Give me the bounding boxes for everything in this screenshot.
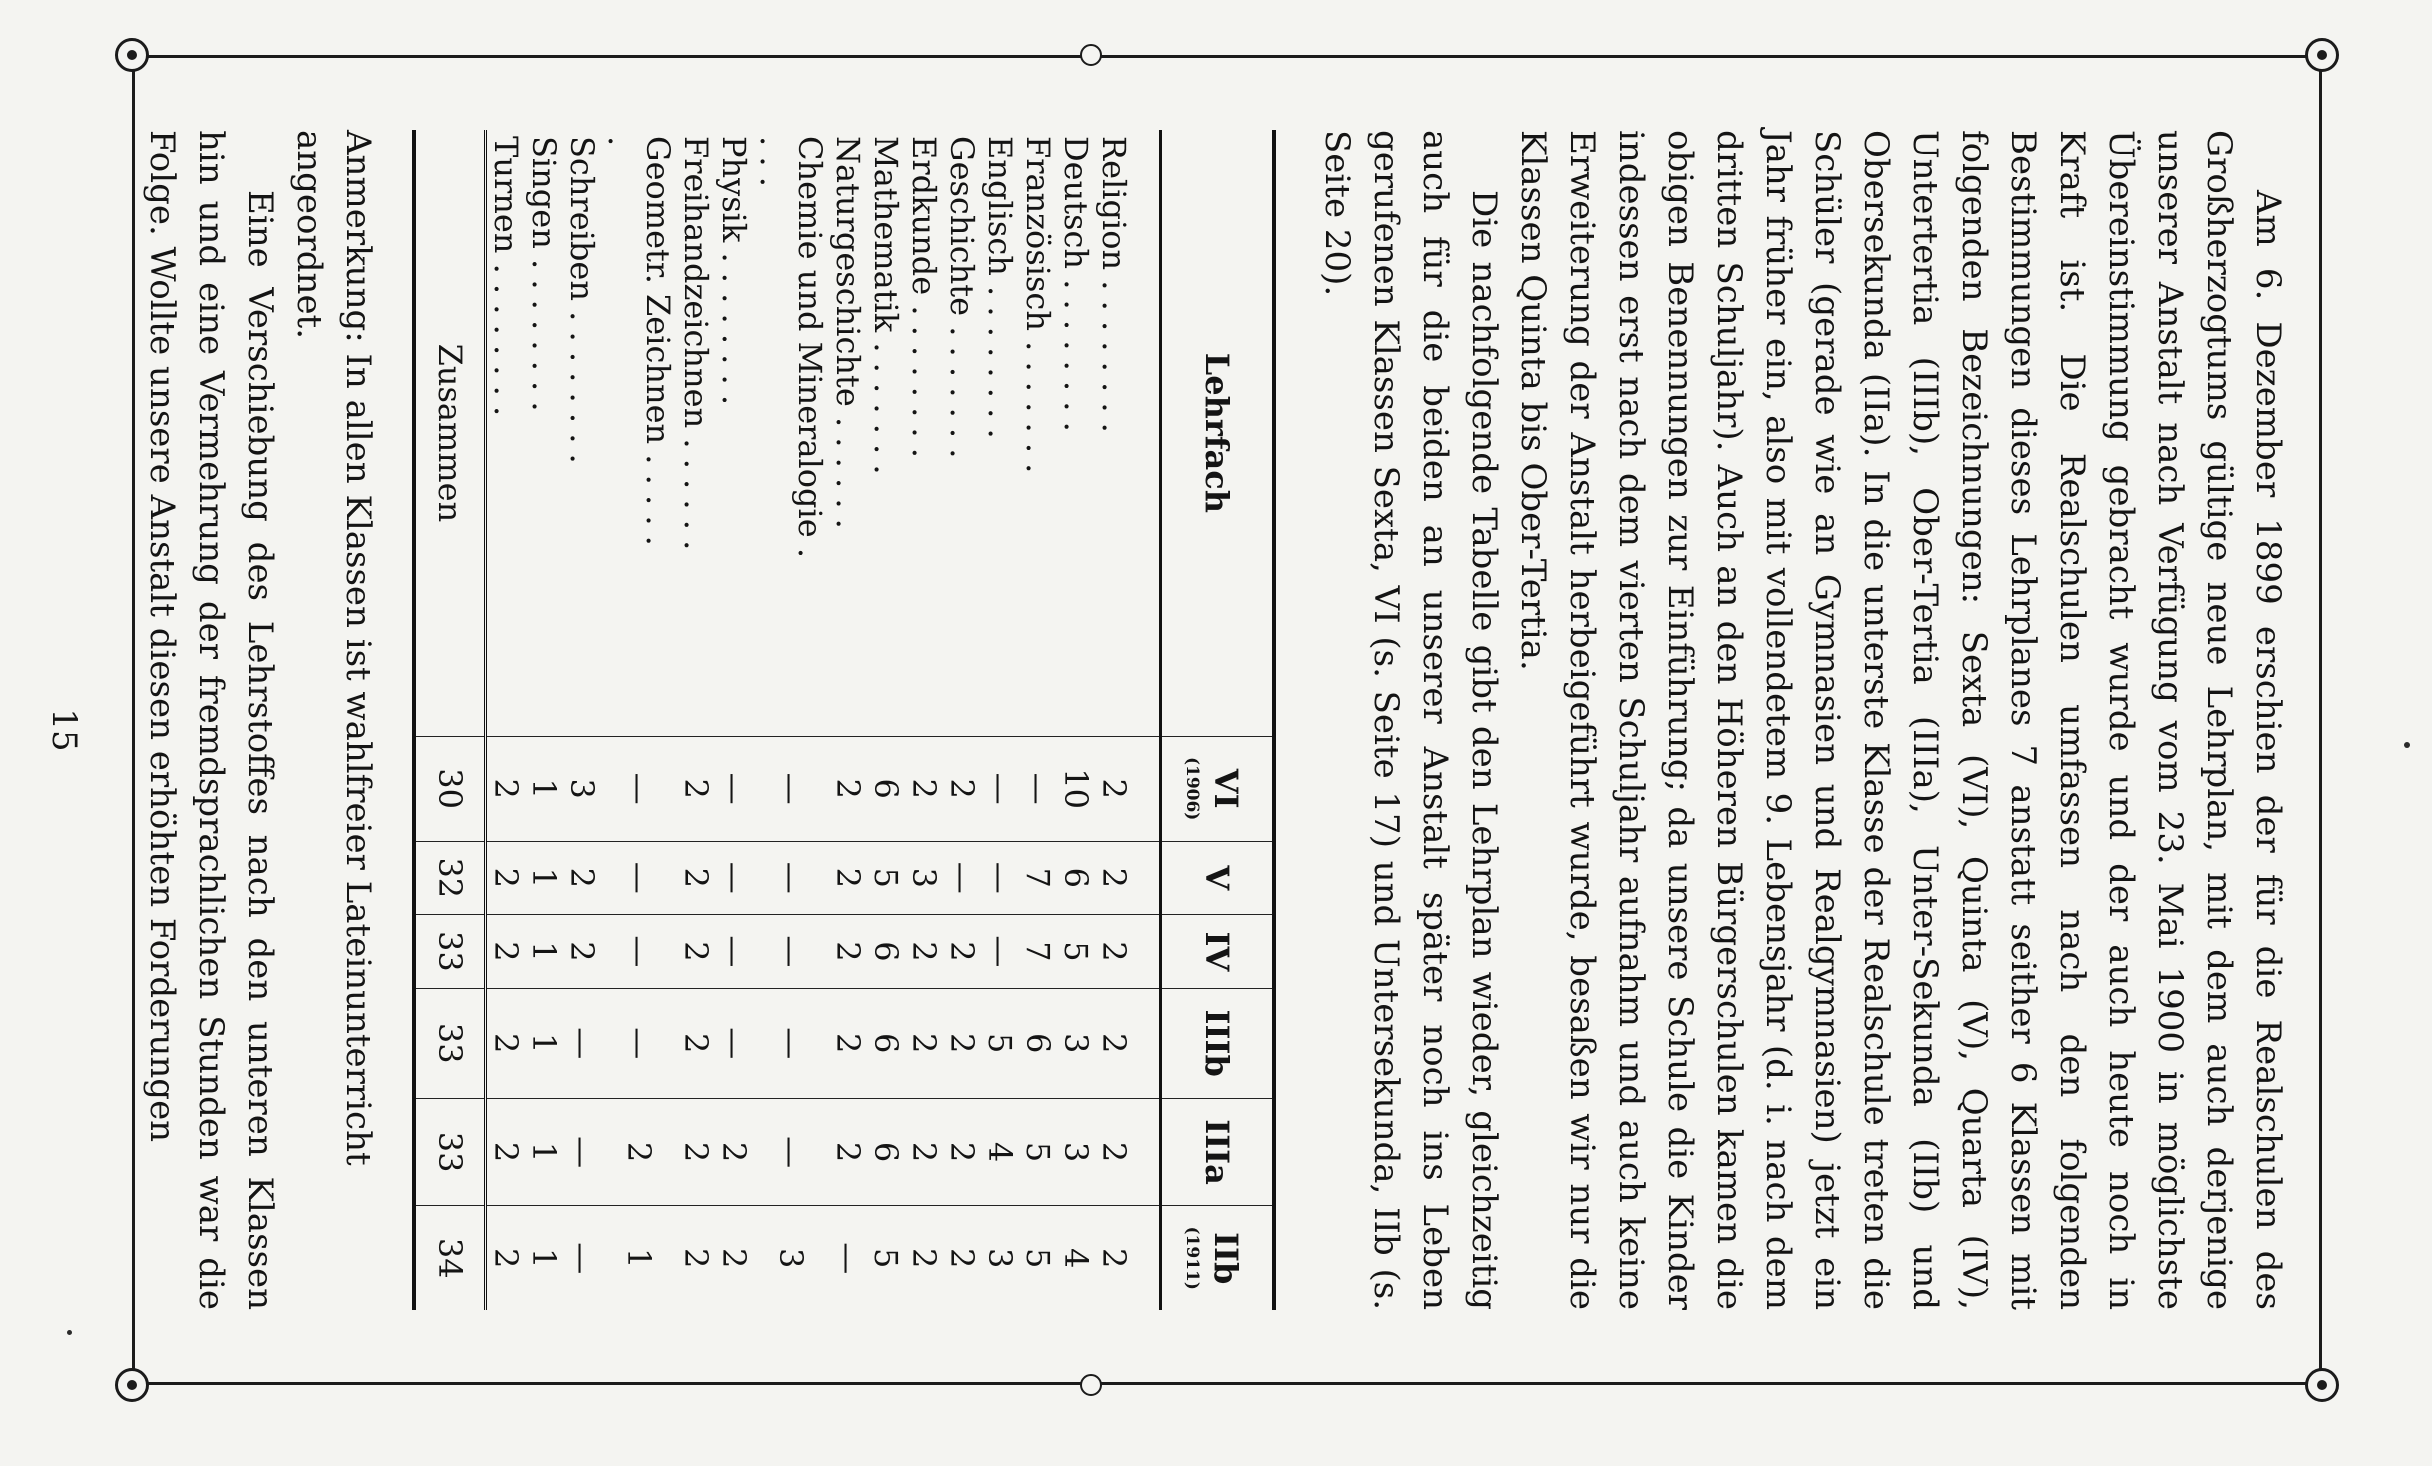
corner-ornament-icon bbox=[2305, 38, 2339, 72]
hours-cell: 2 bbox=[1095, 736, 1161, 841]
class-label: IIIb bbox=[1198, 1009, 1237, 1077]
table-row bbox=[715, 130, 753, 1310]
table-row bbox=[601, 130, 677, 1310]
hours-cell: 2 bbox=[943, 736, 981, 841]
subject-cell bbox=[525, 130, 563, 736]
hours-cell: 2 bbox=[943, 1206, 981, 1310]
subject-cell bbox=[486, 130, 526, 736]
hours-cell: 7 bbox=[1019, 915, 1057, 989]
hours-cell: 2 bbox=[715, 1206, 753, 1310]
hours-cell: 2 bbox=[943, 915, 981, 989]
hours-cell: — bbox=[715, 915, 753, 989]
hours-cell: 2 bbox=[486, 736, 526, 841]
subject-name: Religion . . . . . . . . bbox=[1095, 136, 1133, 433]
corner-ornament-icon bbox=[115, 1368, 149, 1402]
class-label: IV bbox=[1198, 931, 1237, 972]
hours-cell: — bbox=[753, 988, 829, 1098]
hours-cell: 2 bbox=[943, 1098, 981, 1206]
subject-name: Englisch . . . . . . . . bbox=[981, 136, 1019, 439]
subject-name: Turnen . . . . . . . . bbox=[487, 136, 525, 417]
hours-cell: 4 bbox=[1057, 1206, 1095, 1310]
subject-name: Chemie und Mineralogie . . . . bbox=[753, 136, 829, 559]
hours-cell: 2 bbox=[905, 988, 943, 1098]
hours-cell: 2 bbox=[563, 915, 601, 989]
hours-cell: 2 bbox=[677, 988, 715, 1098]
header-class-iv bbox=[1161, 915, 1275, 989]
table-row bbox=[943, 130, 981, 1310]
hours-cell: — bbox=[563, 1098, 601, 1206]
table-header-row bbox=[1161, 130, 1275, 1310]
hours-cell: 7 bbox=[1019, 841, 1057, 915]
hours-cell: — bbox=[981, 915, 1019, 989]
table-row bbox=[1019, 130, 1057, 1310]
side-ornament-icon bbox=[1080, 1374, 1102, 1396]
subject-name: Geschichte . . . . . . . bbox=[943, 136, 981, 459]
hours-cell: — bbox=[981, 841, 1019, 915]
hours-cell: 2 bbox=[601, 1098, 677, 1206]
subject-cell bbox=[601, 130, 677, 736]
hours-cell: 2 bbox=[677, 841, 715, 915]
hours-cell: 6 bbox=[1019, 988, 1057, 1098]
hours-cell: 6 bbox=[867, 1098, 905, 1206]
table-row bbox=[905, 130, 943, 1310]
hours-cell: 2 bbox=[905, 1206, 943, 1310]
subject-name: Singen . . . . . . . . bbox=[525, 136, 563, 412]
paragraph-table-intro: Die nachfolgende Tabelle gibt den Lehrplan wieder, gleichzeitig auch für die beiden an unserer Anstalt später noch ins Leben gerufenen Klassen Sexta, VI (s. Seite 17) und Untersekunda, IIb (s. Seite 20). bbox=[1317, 130, 1504, 1310]
hours-cell: 2 bbox=[1095, 988, 1161, 1098]
page-number: 15 bbox=[44, 708, 84, 752]
hours-cell: 2 bbox=[905, 915, 943, 989]
table-row bbox=[867, 130, 905, 1310]
total-value: 30 bbox=[414, 736, 486, 841]
hours-cell: 2 bbox=[829, 1098, 867, 1206]
hours-cell: 2 bbox=[943, 988, 981, 1098]
hours-cell: — bbox=[753, 841, 829, 915]
table-total-row bbox=[414, 130, 486, 1310]
hours-cell: 6 bbox=[867, 915, 905, 989]
hours-cell: — bbox=[753, 736, 829, 841]
subject-cell bbox=[981, 130, 1019, 736]
paragraph-intro: Am 6. Dezember 1899 erschien der für die Realschulen des Großherzogtums gültige neue Lehrplan, mit dem auch derjenige unserer Anstalt nach Verfügung vom 23. Mai 1900 in möglichste Übereinstimmung gebracht wurde und der auch heute noch in Kraft ist. Die Realschulen umfassen nach den folgenden Bestimmungen dieses Lehrplanes 7 anstatt seither 6 Klassen mit folgenden Bezeichnungen: Sexta (VI), Quinta (V), Quarta (IV), Untertertia (IIIb), Ober-Tertia (IIIa), Unter-Sekunda (IIb) und Obersekunda (IIa). In die unterste Klasse der Realschule treten die Schüler (gerade wie an Gymnasien und Realgymnasien) jetzt ein Jahr früher ein, also mit vollendetem 9. Lebensjahr (d. i. nach dem dritten Schuljahr). Auch an den Höheren Bürgerschulen kamen die obigen Benennungen zur Einführung; da unsere Schule die Kinder indessen erst nach dem vierten Schuljahr aufnahm und auch keine Erweiterung der Anstalt herbeigeführt wurde, besaßen wir nur die Klassen Quinta bis Ober-Tertia. bbox=[1513, 130, 2288, 1310]
hours-cell: 2 bbox=[486, 841, 526, 915]
class-label: V bbox=[1198, 865, 1237, 891]
subject-cell bbox=[943, 130, 981, 736]
hours-cell: 2 bbox=[677, 915, 715, 989]
hours-cell: 2 bbox=[486, 988, 526, 1098]
hours-cell: 1 bbox=[525, 915, 563, 989]
total-value: 33 bbox=[414, 988, 486, 1098]
hours-cell: — bbox=[753, 1098, 829, 1206]
hours-cell: — bbox=[1019, 736, 1057, 841]
header-class-vi bbox=[1161, 736, 1275, 841]
subject-name: Erdkunde . . . . . . . . bbox=[905, 136, 943, 458]
class-label: IIIa bbox=[1198, 1119, 1237, 1185]
hours-cell: 2 bbox=[1095, 841, 1161, 915]
hours-cell: 1 bbox=[601, 1206, 677, 1310]
hours-cell: 2 bbox=[677, 736, 715, 841]
subject-cell bbox=[905, 130, 943, 736]
hours-cell: 5 bbox=[1019, 1098, 1057, 1206]
subject-name: Physik . . . . . . . . bbox=[715, 136, 753, 406]
paragraph-continuation: Eine Verschiebung des Lehrstoffes nach den unteren Klassen hin und eine Vermehrung der fremdsprachlichen Stunden war die Folge. Wollte unsere Anstalt diesen erhöhten Forderungen bbox=[142, 130, 280, 1310]
header-class-iiia bbox=[1161, 1098, 1275, 1206]
hours-cell: — bbox=[715, 988, 753, 1098]
hours-cell: 5 bbox=[1057, 915, 1095, 989]
corner-ornament-icon bbox=[2305, 1368, 2339, 1402]
hours-cell: 2 bbox=[829, 736, 867, 841]
table-row bbox=[829, 130, 867, 1310]
table-row bbox=[525, 130, 563, 1310]
hours-cell: 5 bbox=[867, 1206, 905, 1310]
curriculum-table bbox=[412, 130, 1276, 1310]
table-row bbox=[563, 130, 601, 1310]
class-label: VI bbox=[1207, 768, 1246, 809]
hours-cell: 3 bbox=[905, 841, 943, 915]
subject-cell bbox=[1019, 130, 1057, 736]
subject-cell bbox=[1095, 130, 1161, 736]
hours-cell: — bbox=[601, 915, 677, 989]
hours-cell: — bbox=[601, 736, 677, 841]
hours-cell: — bbox=[715, 736, 753, 841]
hours-cell: 2 bbox=[715, 1098, 753, 1206]
subject-name: Deutsch . . . . . . . . bbox=[1057, 136, 1095, 432]
hours-cell: 2 bbox=[677, 1206, 715, 1310]
hours-cell: 3 bbox=[981, 1206, 1019, 1310]
hours-cell: — bbox=[601, 841, 677, 915]
table-row bbox=[486, 130, 526, 1310]
side-ornament-icon bbox=[1080, 44, 1102, 66]
header-class-v bbox=[1161, 841, 1275, 915]
table-row bbox=[677, 130, 715, 1310]
subject-name: Freihandzeichnen . . . . . . bbox=[677, 136, 715, 551]
hours-cell: 2 bbox=[1095, 915, 1161, 989]
subject-name: Geometr. Zeichnen . . . . . . bbox=[601, 136, 677, 546]
subject-name: Mathematik . . . . . . . bbox=[867, 136, 905, 475]
hours-cell: — bbox=[943, 841, 981, 915]
hours-cell: 3 bbox=[1057, 988, 1095, 1098]
hours-cell: 3 bbox=[1057, 1098, 1095, 1206]
header-class-iiib bbox=[1161, 988, 1275, 1098]
hours-cell: 2 bbox=[563, 841, 601, 915]
subject-cell bbox=[829, 130, 867, 736]
hours-cell: 2 bbox=[829, 915, 867, 989]
table-row bbox=[981, 130, 1019, 1310]
total-value: 32 bbox=[414, 841, 486, 915]
table-row bbox=[1095, 130, 1161, 1310]
hours-cell: 2 bbox=[677, 1098, 715, 1206]
print-speck bbox=[67, 1330, 72, 1335]
table-row bbox=[753, 130, 829, 1310]
total-label: Zusammen bbox=[414, 130, 486, 736]
hours-cell: — bbox=[563, 988, 601, 1098]
table-body bbox=[486, 130, 1161, 1310]
total-value: 34 bbox=[414, 1206, 486, 1310]
total-value: 33 bbox=[414, 915, 486, 989]
hours-cell: 2 bbox=[1095, 1098, 1161, 1206]
subject-cell bbox=[867, 130, 905, 736]
class-label: IIb bbox=[1207, 1232, 1246, 1285]
hours-cell: 2 bbox=[486, 1206, 526, 1310]
hours-cell: 4 bbox=[981, 1098, 1019, 1206]
hours-cell: 6 bbox=[867, 988, 905, 1098]
page-content bbox=[137, 130, 2292, 1310]
subject-cell bbox=[563, 130, 601, 736]
total-value: 33 bbox=[414, 1098, 486, 1206]
hours-cell: 1 bbox=[525, 841, 563, 915]
hours-cell: 2 bbox=[1095, 1206, 1161, 1310]
table-footnote: Anmerkung: In allen Klassen ist wahlfreier Lateinunterricht angeordnet. bbox=[289, 130, 378, 1166]
subject-name: Französisch . . . . . . . bbox=[1019, 136, 1057, 474]
subject-cell bbox=[1057, 130, 1095, 736]
hours-cell: 1 bbox=[525, 988, 563, 1098]
hours-cell: 5 bbox=[867, 841, 905, 915]
corner-ornament-icon bbox=[115, 38, 149, 72]
subject-name: Naturgeschichte . . . . . . bbox=[829, 136, 867, 529]
hours-cell: 2 bbox=[486, 915, 526, 989]
hours-cell: 2 bbox=[905, 1098, 943, 1206]
subject-cell bbox=[715, 130, 753, 736]
class-year: (1911) bbox=[1182, 1226, 1203, 1290]
hours-cell: 6 bbox=[867, 736, 905, 841]
hours-cell: — bbox=[753, 915, 829, 989]
subject-cell bbox=[677, 130, 715, 736]
hours-cell: 10 bbox=[1057, 736, 1095, 841]
hours-cell: 3 bbox=[563, 736, 601, 841]
subject-name: Schreiben . . . . . . . . bbox=[563, 136, 601, 464]
print-speck bbox=[2404, 742, 2410, 748]
hours-cell: 1 bbox=[525, 1098, 563, 1206]
subject-cell bbox=[753, 130, 829, 736]
hours-cell: — bbox=[829, 1206, 867, 1310]
hours-cell: 5 bbox=[981, 988, 1019, 1098]
header-subject: Lehrfach bbox=[1161, 130, 1275, 736]
hours-cell: — bbox=[563, 1206, 601, 1310]
header-class-iib bbox=[1161, 1206, 1275, 1310]
hours-cell: 3 bbox=[753, 1206, 829, 1310]
table-row bbox=[1057, 130, 1095, 1310]
hours-cell: 2 bbox=[829, 988, 867, 1098]
hours-cell: 1 bbox=[525, 736, 563, 841]
hours-cell: — bbox=[981, 736, 1019, 841]
hours-cell: — bbox=[715, 841, 753, 915]
hours-cell: 6 bbox=[1057, 841, 1095, 915]
class-year: (1906) bbox=[1182, 756, 1203, 821]
hours-cell: 5 bbox=[1019, 1206, 1057, 1310]
hours-cell: 1 bbox=[525, 1206, 563, 1310]
hours-cell: 2 bbox=[486, 1098, 526, 1206]
hours-cell: 2 bbox=[905, 736, 943, 841]
hours-cell: 2 bbox=[829, 841, 867, 915]
hours-cell: — bbox=[601, 988, 677, 1098]
